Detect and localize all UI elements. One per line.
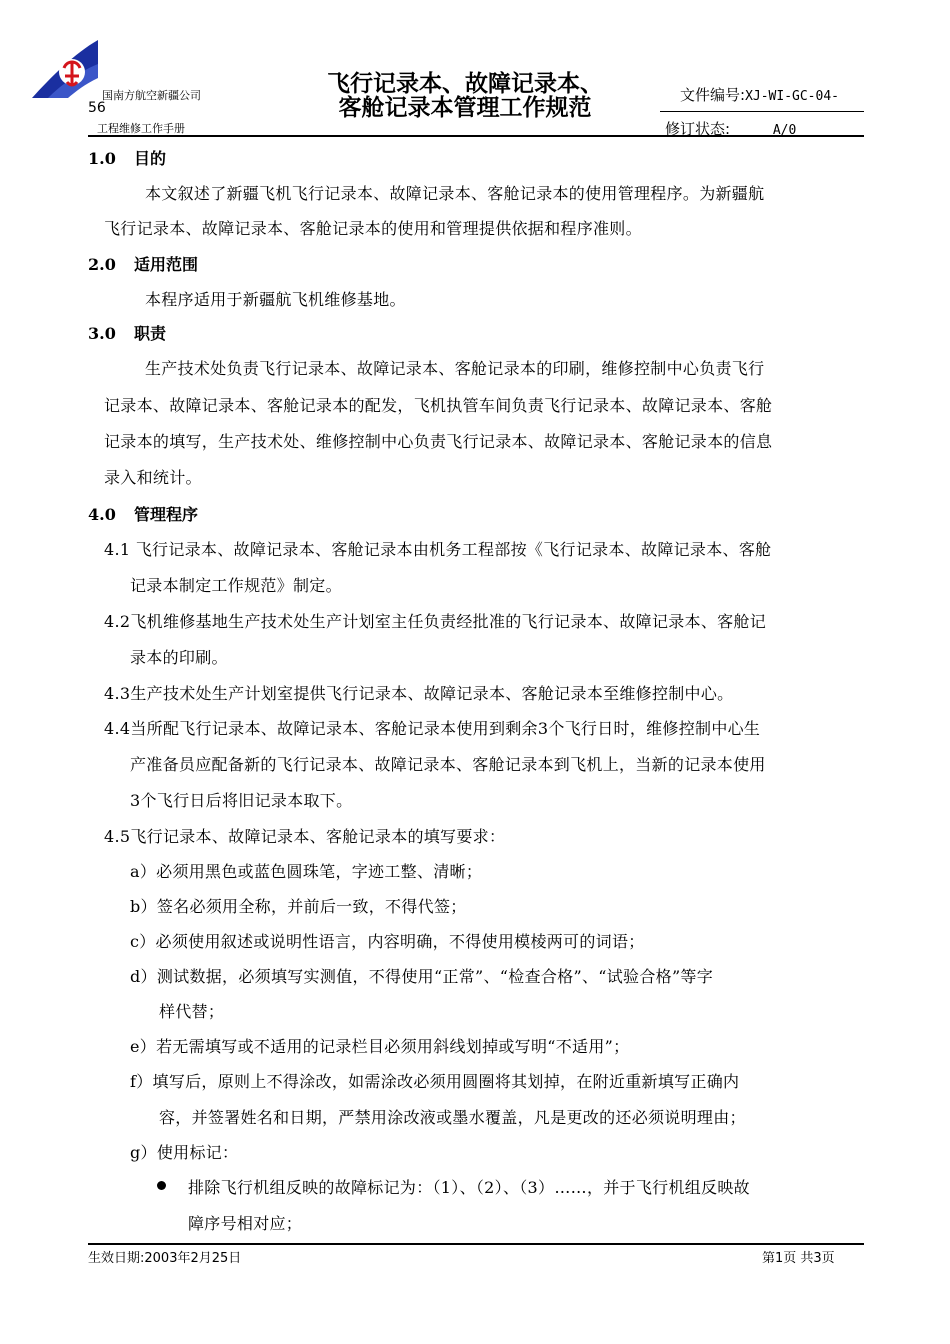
header-rule-bottom	[88, 135, 864, 137]
section-number: 1.0	[88, 149, 116, 168]
doc-number-value: XJ-WI-GC-04-	[745, 89, 839, 104]
section-1-heading	[88, 146, 166, 169]
bullet-item-line: 障序号相对应；	[188, 1214, 303, 1233]
item-4-4-line: 产准备员应配备新的飞行记录本、故障记录本、客舱记录本到飞机上，当新的记录本使用	[130, 755, 766, 774]
sub-item-f: f）填写后，原则上不得涂改，如需涂改必须用圆圈将其划掉，在附近重新填写正确内	[130, 1072, 740, 1091]
item-4-4-line: 4.4当所配飞行记录本、故障记录本、客舱记录本使用到剩余3个飞行日时，维修控制中心生	[104, 719, 761, 738]
item-4-5-line: 4.5飞行记录本、故障记录本、客舱记录本的填写要求：	[104, 827, 506, 846]
sub-item-g: g）使用标记：	[130, 1143, 239, 1162]
doc-code-suffix: 56	[88, 100, 106, 116]
section-2-heading	[88, 252, 198, 275]
sub-item-e: e）若无需填写或不适用的记录栏目必须用斜线划掉或写明“不适用”；	[130, 1037, 630, 1056]
section-title: 职责	[134, 324, 167, 343]
bullet-item-line: 排除飞行机组反映的故障标记为：（1）、（2）、（3）……，并于飞行机组反映故	[188, 1178, 750, 1197]
section-number: 4.0	[88, 505, 116, 524]
header-rule	[660, 111, 864, 112]
title-line-1: 飞行记录本、故障记录本、	[327, 71, 603, 97]
footer-rule	[88, 1243, 864, 1245]
section-4-heading	[88, 502, 198, 525]
revision-label: 修订状态:	[665, 120, 731, 138]
paragraph-line: 飞行记录本、故障记录本、客舱记录本的使用和管理提供依据和程序准则。	[104, 219, 642, 238]
sub-item-d-cont: 样代替；	[159, 1002, 225, 1021]
paragraph-line: 录入和统计。	[104, 468, 202, 487]
manual-name: 工程维修工作手册	[97, 122, 185, 135]
paragraph-line: 本文叙述了新疆飞机飞行记录本、故障记录本、客舱记录本的使用管理程序。为新疆航	[145, 184, 765, 203]
paragraph-line: 记录本、故障记录本、客舱记录本的配发，飞机执管车间负责飞行记录本、故障记录本、客舱	[104, 396, 773, 415]
section-title: 目的	[134, 149, 167, 168]
effective-date: 生效日期:2003年2月25日	[88, 1251, 242, 1266]
paragraph-line: 生产技术处负责飞行记录本、故障记录本、客舱记录本的印刷，维修控制中心负责飞行	[145, 359, 765, 378]
sub-item-c: c）必须使用叙述或说明性语言，内容明确，不得使用模棱两可的词语；	[130, 932, 645, 951]
section-title: 管理程序	[134, 505, 199, 524]
section-number: 3.0	[88, 324, 116, 343]
company-name: 国南方航空新疆公司	[102, 89, 201, 102]
item-4-1-line: 记录本制定工作规范》制定。	[130, 576, 342, 595]
doc-number	[680, 84, 839, 105]
paragraph-line: 本程序适用于新疆航飞机维修基地。	[145, 290, 406, 309]
sub-item-d: d）测试数据，必须填写实测值，不得使用“正常”、“检查合格”、“试验合格”等字	[130, 967, 714, 986]
item-4-4-line: 3个飞行日后将旧记录本取下。	[130, 791, 353, 810]
section-3-heading	[88, 321, 166, 344]
title-line-2: 客舱记录本管理工作规范	[338, 95, 592, 121]
item-4-1-line: 4.1 飞行记录本、故障记录本、客舱记录本由机务工程部按《飞行记录本、故障记录本、客舱	[104, 540, 772, 559]
section-number: 2.0	[88, 255, 116, 274]
sub-item-a: a）必须用黑色或蓝色圆珠笔，字迹工整、清晰；	[130, 862, 483, 881]
page-number: 第1页 共3页	[762, 1251, 835, 1266]
item-4-2-line: 4.2飞机维修基地生产技术处生产计划室主任负责经批准的飞行记录本、故障记录本、客舱记	[104, 612, 767, 631]
section-title: 适用范围	[134, 255, 199, 274]
sub-item-f-cont: 容，并签署姓名和日期，严禁用涂改液或墨水覆盖，凡是更改的还必须说明理由；	[159, 1108, 746, 1127]
company-logo	[30, 38, 100, 100]
sub-item-b: b）签名必须用全称，并前后一致，不得代签；	[130, 897, 467, 916]
bullet-icon	[157, 1181, 166, 1190]
paragraph-line: 记录本的填写，生产技术处、维修控制中心负责飞行记录本、故障记录本、客舱记录本的信息	[104, 432, 773, 451]
revision-value: A/0	[772, 123, 797, 138]
item-4-3-line: 4.3生产技术处生产计划室提供飞行记录本、故障记录本、客舱记录本至维修控制中心。	[104, 684, 734, 703]
item-4-2-line: 录本的印刷。	[130, 648, 228, 667]
doc-number-label: 文件编号:	[680, 86, 746, 104]
document-title	[280, 72, 650, 120]
